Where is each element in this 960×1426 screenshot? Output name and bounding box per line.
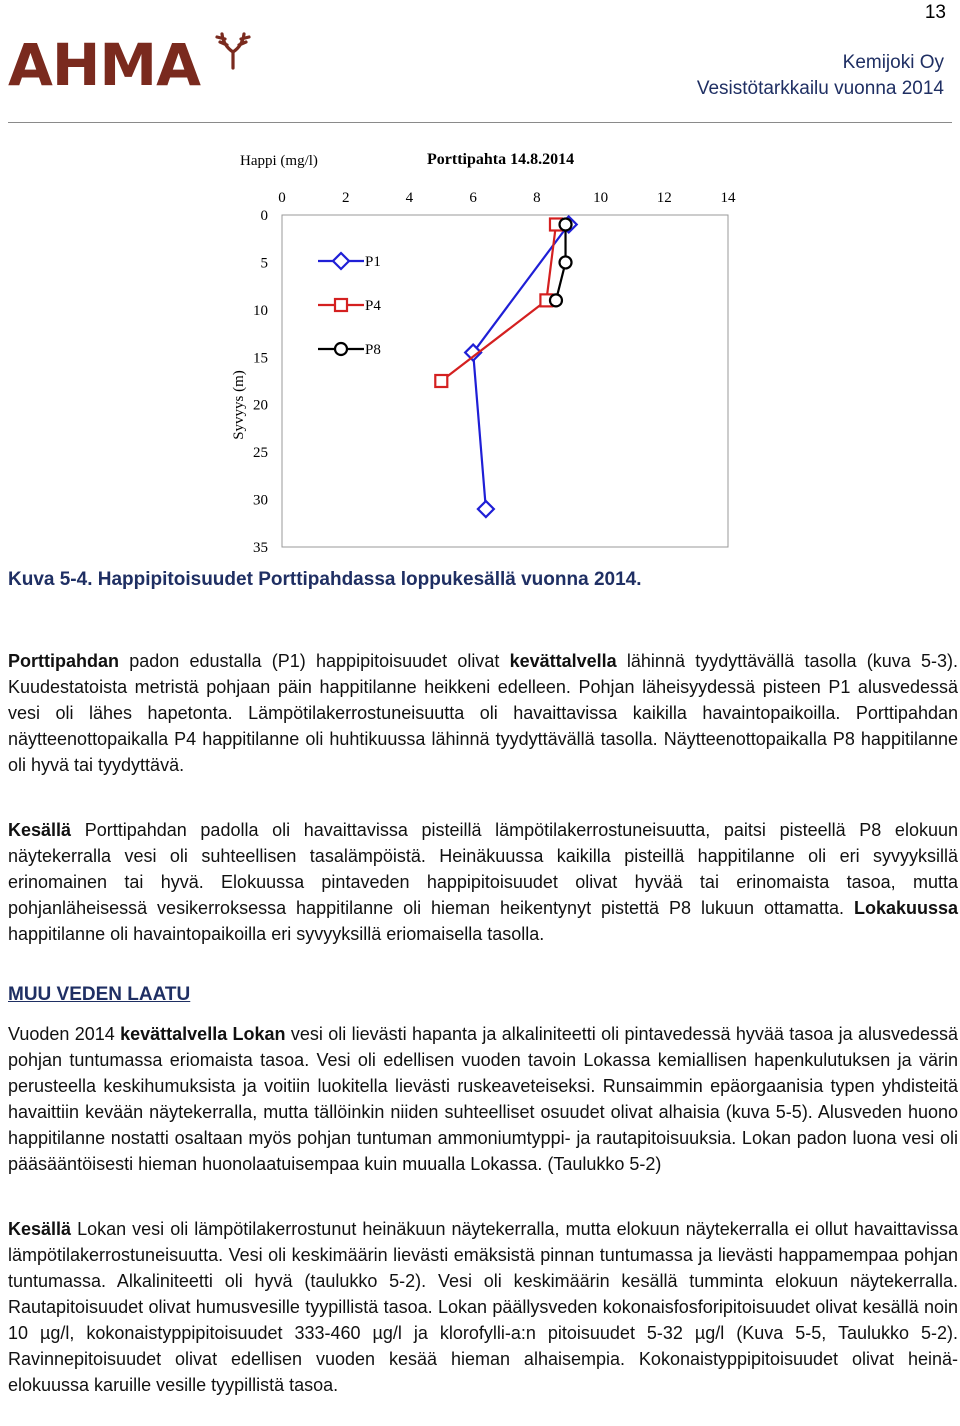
section-heading: MUU VEDEN LAATU (8, 984, 191, 1005)
y-tick-label: 10 (253, 302, 268, 319)
paragraph-lokka-summer (8, 1216, 958, 1398)
p3-text-lead: Vuoden 2014 (8, 1024, 121, 1044)
x-tick-label: 8 (533, 190, 541, 206)
p4-text: Lokan vesi oli lämpötilakerrostunut heinäkuun näytekerralla, mutta elokuun näytekerralla ei ollut havaittavissa lämpötilakerrostuneisuutta. Vesi oli keskimäärin lievästi emäksistä pinnan tuntumassa ja lievästi happamempaa pohjan tuntumassa. Alkaliniteetti oli hyvä (taulukko 5-2). Vesi oli keskimäärin kesällä tumminta elokuun näytekerralla. Rautapitoisuudet olivat humusvesille tyypillistä tasoa. Lokan päällysveden kokonaisfosforipitoisuudet olivat kesällä noin 10 µg/l, kokonaistyppipitoisuudet 333-460 µg/l ja klorofylli-a:n pitoisuudet 5-32 µg/l (Kuva 5-5, Taulukko 5-2). Ravinnepitoisuudet olivat edellisen vuoden kesää hieman alhaisempia. Kokonaistyppipitoisuudet olivat heinä-elokuussa karuille vesille tyypillistä tasoa. (8, 1219, 958, 1395)
data-point-p8 (550, 294, 562, 306)
oxygen-depth-chart (0, 140, 800, 560)
legend-label: P1 (365, 254, 381, 270)
header-divider (8, 122, 952, 123)
legend-label: P8 (365, 342, 381, 358)
x-tick-label: 0 (278, 190, 286, 206)
p2-text-a: Porttipahdan padolla oli havaittavissa pisteillä lämpötilakerrostuneisuutta, paitsi pisteellä P8 elokuun näytekerralla vesi oli suhteellisen tasalämpöistä. Heinäkuussa kaikilla pisteillä happitilanne oli eri syvyyksillä erinomainen tai hyvä. Elokuussa pintaveden happipitoisuudet olivat hyvää tai erinomaista tasoa, mutta pohjanläheisessä vesikerroksessa happitilanne oli hieman heikentynyt pistettä P8 lukuun ottamatta. (8, 820, 958, 918)
chart-x-axis-label: Happi (mg/l) (240, 153, 318, 169)
y-tick-label: 5 (260, 255, 268, 272)
data-point-p4 (435, 375, 447, 387)
x-tick-label: 4 (405, 190, 414, 206)
p2-text-b: happitilanne oli havaintopaikoilla eri syvyyksillä eriomaisella tasolla. (8, 924, 545, 944)
term-kesalla: Kesällä (8, 820, 72, 840)
company-name: Kemijoki Oy (842, 52, 944, 73)
term-lokakuussa: Lokakuussa (853, 898, 958, 918)
legend-marker (335, 343, 347, 355)
series-line-p1 (473, 224, 569, 509)
series-line-p4 (441, 224, 556, 381)
term-porttipahdan: Porttipahdan (8, 651, 119, 671)
p1-text-b: lähinnä tyydyttävällä tasolla (kuva 5-3). Kuudestatoista metristä pohjaan päin happitilanne heikkeni edelleen. Pohjan läheisyydessä pisteen P1 alusvedessä vesi oli lähes hapetonta. Lämpötilakerrostuneisuutta oli havaittavissa kaikilla havaintopaikoilla. Porttipahdan näytteenottopaikalla P4 happitilanne oli huhtikuussa lähinnä tyydyttävällä tasolla. Näytteenottopaikalla P8 happitilanne oli hyvä tai tyydyttävä. (8, 651, 958, 775)
y-tick-label: 0 (260, 208, 268, 224)
x-tick-label: 12 (656, 190, 672, 206)
data-point-p8 (560, 218, 572, 230)
data-point-p8 (560, 256, 572, 268)
legend-marker (335, 299, 347, 311)
p1-text-a: padon edustalla (P1) happipitoisuudet olivat (119, 651, 510, 671)
x-tick-label: 14 (720, 190, 736, 206)
x-tick-label: 2 (341, 190, 350, 206)
ahma-logo (8, 30, 258, 100)
term-kevattalvella-lokan: kevättalvella Lokan (120, 1024, 286, 1044)
report-title: Vesistötarkkailu vuonna 2014 (696, 78, 944, 99)
logo-text: AHMA (8, 31, 201, 99)
chart-y-axis-label: Syvyys (m) (231, 370, 247, 440)
y-tick-label: 25 (253, 445, 268, 462)
y-tick-label: 15 (253, 350, 268, 367)
x-tick-label: 10 (593, 190, 609, 206)
y-tick-label: 30 (253, 492, 268, 509)
p3-text: vesi oli lievästi hapanta ja alkaliniteetti oli pintavedessä hyvää tasoa ja alusvedessä pohjan tuntumassa eriomaista tasoa. Vesi oli edellisen vuoden tavoin Lokassa kemiallisen hapenkulutuksen ja värin perusteella keskihumuksista ja voitiin luokitella lievästi ruskeaveteiseksi. Runsaimmin epäorgaanisia typen yhdisteitä havaittiin kevään näytekerralla, mutta tällöinkin niiden suhteelliset osuudet olivat alhaisia (kuva 5-5). Alusveden huono happitilanne nostatti osaltaan myös pohjan tuntuman ammoniumtyppi- ja rautapitoisuuksia. Lokan padon luona vesi oli pääsääntöisesti hieman huonolaatuisempaa kuin muualla Lokassa. (Taulukko 5-2) (8, 1024, 959, 1174)
antler-icon (213, 30, 255, 70)
paragraph-lokka-winter (8, 1021, 958, 1177)
plot-frame (282, 215, 728, 547)
paragraph-oxygen-summer (8, 817, 958, 947)
x-tick-label: 6 (469, 190, 477, 206)
data-point-p1 (478, 501, 494, 517)
y-tick-label: 20 (253, 397, 268, 414)
term-kevattalvella: kevättalvella (509, 651, 617, 671)
term-kesalla-lokka: Kesällä (8, 1219, 72, 1239)
legend-label: P4 (365, 298, 381, 314)
page-number: 13 (924, 2, 946, 23)
chart-title: Porttipahta 14.8.2014 (427, 151, 575, 168)
legend-marker (333, 253, 349, 269)
y-tick-label: 35 (253, 540, 268, 556)
paragraph-oxygen-winter (8, 648, 958, 778)
figure-caption: Kuva 5-4. Happipitoisuudet Porttipahdassa loppukesällä vuonna 2014. (8, 569, 642, 590)
